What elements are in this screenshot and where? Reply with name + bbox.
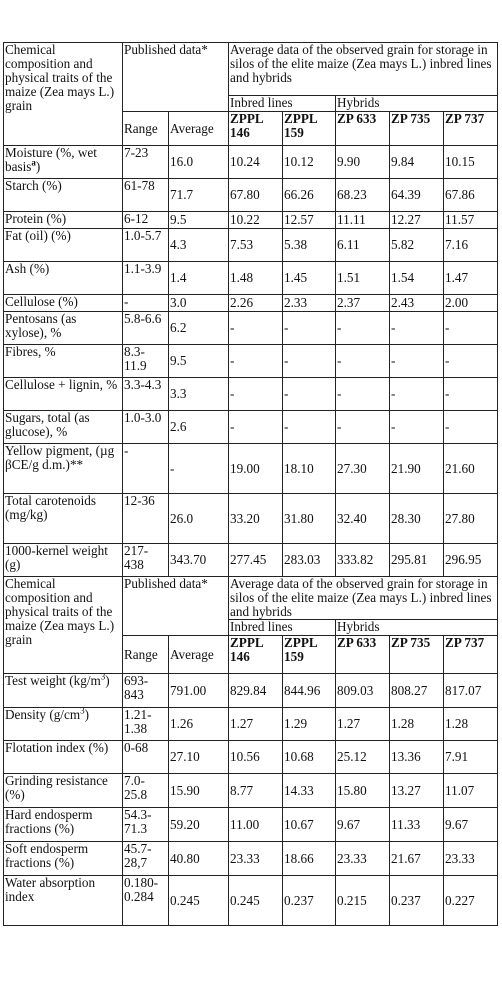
average-cell: 791.00 [169,674,229,708]
row-label-text: Density (g/cm [5,707,81,722]
row-label-end: ) [105,673,110,688]
range-cell: 0.180-0.284 [123,876,169,926]
value-cell: 808.27 [390,674,444,708]
value-cell: 283.03 [283,544,336,577]
row-label [4,674,123,708]
value-cell: 1.48 [229,262,283,295]
value-cell: 15.80 [336,774,390,808]
header-published-cell [123,43,229,112]
value-cell: 68.23 [336,179,390,212]
value-cell: 296.95 [444,544,498,577]
value-cell: 23.33 [229,842,283,876]
row-label-text: Protein (%) [5,211,67,226]
header-inbred-cell [229,96,336,112]
value-cell: - [283,411,336,444]
value-cell: 19.00 [229,444,283,494]
range-cell: 1.21-1.38 [123,708,169,741]
value-cell: - [336,345,390,378]
table-row [4,494,498,544]
table-row [4,876,498,926]
value-cell: 11.11 [336,212,390,229]
header-hybrids-label: Hybrids [337,619,380,634]
table2-body [4,674,498,926]
value-cell: 7.91 [444,741,498,774]
header-published-label: Published data* [124,42,208,57]
table-row [4,444,498,494]
maize-data-page [3,42,497,926]
range-cell: - [123,295,169,312]
value-cell: 18.10 [283,444,336,494]
row-label [4,378,123,411]
col-header: ZP 735 [390,636,444,674]
header-published-cell [123,577,229,636]
value-cell: 67.86 [444,179,498,212]
row-label-text: 1000-kernel weight (g) [5,543,108,572]
row-label-superscript: 3 [100,673,106,682]
value-cell: 10.12 [283,146,336,179]
row-label [4,411,123,444]
value-cell: 8.77 [229,774,283,808]
row-label-text: Cellulose + lignin, % [5,377,118,392]
range-cell: 45.7-28,7 [123,842,169,876]
value-cell: - [390,378,444,411]
value-cell: 0.245 [229,876,283,926]
range-cell: 6-12 [123,212,169,229]
value-cell: 2.37 [336,295,390,312]
range-cell: 1.0-5.7 [123,229,169,262]
value-cell: 10.67 [283,808,336,842]
range-cell: 5.8-6.6 [123,312,169,345]
row-label [4,842,123,876]
header-trait-cell [4,43,123,146]
value-cell: 1.28 [390,708,444,741]
value-cell: 0.215 [336,876,390,926]
value-cell: 13.27 [390,774,444,808]
header-avg-label: Average [170,646,214,662]
row-label [4,295,123,312]
row-label [4,229,123,262]
header-average-cell [229,43,498,96]
average-cell: 40.80 [169,842,229,876]
table-row [4,229,498,262]
col-header: ZPPL 146 [229,112,283,146]
value-cell: 9.90 [336,146,390,179]
average-cell: 9.5 [169,212,229,229]
value-cell: 295.81 [390,544,444,577]
row-label-superscript: a [31,157,36,168]
header-inbred-cell [229,620,336,636]
average-cell: 15.90 [169,774,229,808]
table1-body [4,146,498,577]
row-label-text: Sugars, total (as glucose), % [5,410,90,439]
table-row [4,146,498,179]
row-label [4,741,123,774]
value-cell: 18.66 [283,842,336,876]
col-header: ZP 735 [390,112,444,146]
table-row [4,378,498,411]
range-cell: 693-843 [123,674,169,708]
value-cell: 27.80 [444,494,498,544]
value-cell: 0.237 [283,876,336,926]
value-cell: 12.57 [283,212,336,229]
value-cell: 0.227 [444,876,498,926]
header-avg-label: Average [170,120,214,136]
value-cell: 0.237 [390,876,444,926]
value-cell: 2.33 [283,295,336,312]
row-label-text: Fibres, % [5,344,56,359]
value-cell: 10.15 [444,146,498,179]
value-cell: 21.60 [444,444,498,494]
table-row [4,295,498,312]
range-cell: 217-438 [123,544,169,577]
value-cell: - [336,411,390,444]
value-cell: 1.45 [283,262,336,295]
value-cell: 2.43 [390,295,444,312]
table-chemical-composition [3,42,498,577]
row-label [4,708,123,741]
value-cell: 1.54 [390,262,444,295]
value-cell: 11.57 [444,212,498,229]
row-label-text: Flotation index (%) [5,740,109,755]
average-cell: 71.7 [169,179,229,212]
table-row [4,544,498,577]
row-label-text: Hard endosperm fractions (%) [5,807,93,836]
range-cell: 1.0-3.0 [123,411,169,444]
table-row [4,312,498,345]
table-row [4,808,498,842]
value-cell: 1.27 [336,708,390,741]
row-label [4,444,123,494]
row-label [4,212,123,229]
value-cell: 66.26 [283,179,336,212]
header-avg-cell [169,636,229,674]
row-label [4,312,123,345]
value-cell: 64.39 [390,179,444,212]
col-header: ZP 633 [336,112,390,146]
value-cell: - [229,345,283,378]
row-label [4,544,123,577]
value-cell: - [283,312,336,345]
value-cell: - [229,312,283,345]
table-row [4,179,498,212]
row-label-text: Fat (oil) (%) [5,228,71,243]
row-label-text: Cellulose (%) [5,294,78,309]
value-cell: 11.07 [444,774,498,808]
value-cell: 11.33 [390,808,444,842]
value-cell: - [229,411,283,444]
table-row [4,741,498,774]
table-row [4,411,498,444]
value-cell: 23.33 [336,842,390,876]
range-cell: - [123,444,169,494]
row-label-superscript: 3 [80,707,85,716]
value-cell: 10.56 [229,741,283,774]
row-label-text: Pentosans (as xylose), % [5,311,77,340]
value-cell: 33.20 [229,494,283,544]
range-cell: 3.3-4.3 [123,378,169,411]
row-label [4,146,123,179]
value-cell: 1.28 [444,708,498,741]
value-cell: 13.36 [390,741,444,774]
table-row [4,212,498,229]
value-cell: 25.12 [336,741,390,774]
value-cell: - [444,345,498,378]
row-label-end: ) [84,707,89,722]
col-header: ZPPL 159 [283,112,336,146]
value-cell: - [444,312,498,345]
value-cell: 27.30 [336,444,390,494]
col-header: ZPPL 146 [229,636,283,674]
row-label-end: ) [35,159,41,174]
row-label-text: Water absorption index [5,875,96,904]
average-cell: 6.2 [169,312,229,345]
value-cell: 14.33 [283,774,336,808]
table-row [4,708,498,741]
average-cell: 343.70 [169,544,229,577]
row-label-text: Soft endosperm fractions (%) [5,841,89,870]
value-cell: - [390,345,444,378]
average-cell: 27.10 [169,741,229,774]
value-cell: 11.00 [229,808,283,842]
value-cell: 844.96 [283,674,336,708]
header-published-label: Published data* [124,576,208,591]
row-label-text: Total carotenoids (mg/kg) [5,493,96,522]
average-cell: 3.0 [169,295,229,312]
header-range-label: Range [124,646,158,662]
range-cell: 54.3-71.3 [123,808,169,842]
value-cell: - [444,411,498,444]
value-cell: 1.29 [283,708,336,741]
value-cell: - [390,312,444,345]
value-cell: - [444,378,498,411]
value-cell: - [390,411,444,444]
value-cell: 23.33 [444,842,498,876]
value-cell: 31.80 [283,494,336,544]
table-row [4,842,498,876]
value-cell: - [336,378,390,411]
range-cell: 8.3-11.9 [123,345,169,378]
value-cell: 7.16 [444,229,498,262]
value-cell: 9.67 [336,808,390,842]
header-average-label: Average data of the observed grain for storage in silos of the elite maize (Zea mays L.) inbred lines and hybrids [230,576,492,619]
value-cell: 28.30 [390,494,444,544]
value-cell: 1.27 [229,708,283,741]
table-physical-traits [3,576,498,926]
value-cell: 809.03 [336,674,390,708]
header-hybrids-cell [336,96,498,112]
header-inbred-label: Inbred lines [230,95,293,110]
table-row [4,774,498,808]
value-cell: 9.84 [390,146,444,179]
average-cell: - [169,444,229,494]
average-cell: 16.0 [169,146,229,179]
value-cell: 9.67 [444,808,498,842]
row-label [4,876,123,926]
header-range-cell [123,636,169,674]
header-hybrids-label: Hybrids [337,95,380,110]
average-cell: 26.0 [169,494,229,544]
average-cell: 2.6 [169,411,229,444]
average-cell: 1.4 [169,262,229,295]
header-trait-label: Chemical composition and physical traits of the maize (Zea mays L.) grain [5,42,115,113]
range-cell: 7-23 [123,146,169,179]
range-cell: 1.1-3.9 [123,262,169,295]
value-cell: 2.00 [444,295,498,312]
row-label [4,774,123,808]
value-cell: 277.45 [229,544,283,577]
table-row [4,345,498,378]
range-cell: 12-36 [123,494,169,544]
row-label-text: Test weight (kg/m [5,673,101,688]
header-average-label: Average data of the observed grain for storage in silos of the elite maize (Zea mays L.) inbred lines and hybrids [230,42,492,85]
average-cell: 4.3 [169,229,229,262]
row-label-text: Yellow pigment, (µg βCE/g d.m.)** [5,443,115,472]
row-label-text: Starch (%) [5,178,62,193]
value-cell: 333.82 [336,544,390,577]
row-label-text: Moisture (%, wet basis [5,145,97,174]
value-cell: - [283,378,336,411]
value-cell: 5.82 [390,229,444,262]
col-header: ZP 737 [444,112,498,146]
value-cell: - [229,378,283,411]
row-label [4,808,123,842]
value-cell: 817.07 [444,674,498,708]
value-cell: 10.22 [229,212,283,229]
value-cell: 6.11 [336,229,390,262]
average-cell: 59.20 [169,808,229,842]
value-cell: 1.47 [444,262,498,295]
value-cell: 2.26 [229,295,283,312]
row-label-text: Ash (%) [5,261,50,276]
row-label [4,179,123,212]
value-cell: 5.38 [283,229,336,262]
header-trait-label: Chemical composition and physical traits of the maize (Zea mays L.) grain [5,576,115,647]
average-cell: 1.26 [169,708,229,741]
value-cell: 829.84 [229,674,283,708]
table-row [4,262,498,295]
table-row [4,674,498,708]
header-hybrids-cell [336,620,498,636]
col-header: ZP 737 [444,636,498,674]
row-label [4,494,123,544]
header-range-label: Range [124,120,158,136]
col-header: ZP 633 [336,636,390,674]
header-inbred-label: Inbred lines [230,619,293,634]
average-cell: 3.3 [169,378,229,411]
average-cell: 0.245 [169,876,229,926]
value-cell: 1.51 [336,262,390,295]
value-cell: 7.53 [229,229,283,262]
value-cell: 21.67 [390,842,444,876]
header-average-cell [229,577,498,620]
value-cell: 32.40 [336,494,390,544]
value-cell: 10.24 [229,146,283,179]
header-trait-cell [4,577,123,674]
value-cell: 21.90 [390,444,444,494]
value-cell: - [336,312,390,345]
col-header: ZPPL 159 [283,636,336,674]
row-label [4,262,123,295]
value-cell: 67.80 [229,179,283,212]
value-cell: - [283,345,336,378]
average-cell: 9.5 [169,345,229,378]
header-range-cell [123,112,169,146]
row-label [4,345,123,378]
value-cell: 10.68 [283,741,336,774]
header-avg-cell [169,112,229,146]
range-cell: 61-78 [123,179,169,212]
range-cell: 0-68 [123,741,169,774]
row-label-text: Grinding resistance (%) [5,773,108,802]
value-cell: 12.27 [390,212,444,229]
range-cell: 7.0-25.8 [123,774,169,808]
